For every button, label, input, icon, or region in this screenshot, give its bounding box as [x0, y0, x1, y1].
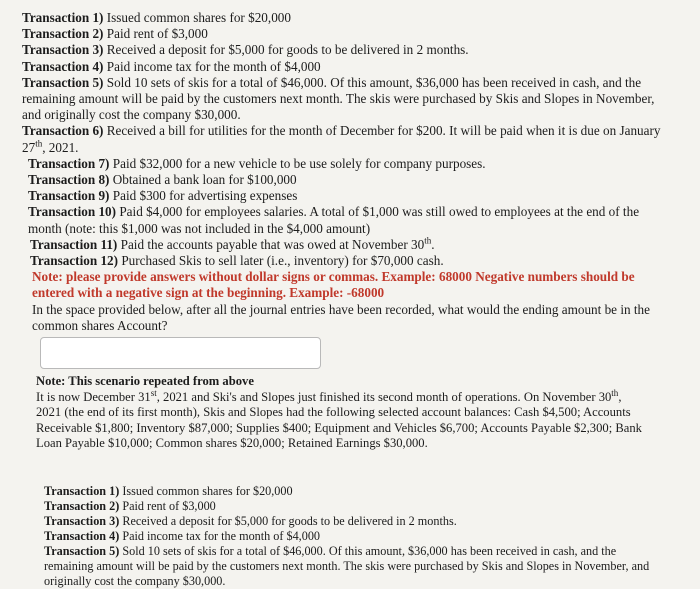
repeated-transaction-list [44, 484, 650, 589]
repeated-transaction-5: Transaction 5) Sold 10 sets of skis for a total of $46,000. Of this amount, $36,000 has been received in cash, and the remaining amount will be paid by the customers next month. The skis were purchased by Skis and Slopes in November, and originally cost the company $30,000. [44, 544, 650, 588]
transaction-6: Transaction 6) Received a bill for utilities for the month of December for $200. It will be paid when it is due on January 27th, 2021. [22, 123, 661, 155]
transaction-3: Transaction 3) Received a deposit for $5,000 for goods to be delivered in 2 months. [22, 42, 469, 58]
repeated-scenario [36, 374, 648, 452]
transaction-5: Transaction 5) Sold 10 sets of skis for a total of $46,000. Of this amount, $36,000 has been received in cash, and the remaining amount will be paid by the customers next month. The skis were purchased by Skis and Slopes in November, and originally cost the company $30,000. [22, 74, 655, 123]
repeated-transaction-1: Transaction 1) Issued common shares for $20,000 [44, 484, 293, 498]
transaction-list [22, 10, 662, 334]
transaction-4: Transaction 4) Paid income tax for the month of $4,000 [22, 58, 321, 74]
transaction-10: Transaction 10) Paid $4,000 for employees salaries. A total of $1,000 was still owed to employees at the end of the month (note: this $1,000 was not included in the $4,000 amount) [28, 204, 640, 236]
repeated-transaction-2: Transaction 2) Paid rent of $3,000 [44, 499, 216, 513]
transaction-1: Transaction 1) Issued common shares for $20,000 [22, 10, 291, 25]
transaction-8: Transaction 8) Obtained a bank loan for $100,000 [28, 172, 297, 188]
scenario-intro: It is now December 31st, 2021 and Ski's and Slopes just finished its second month of operations. On November 30th, 2021 (the end of its first month), Skis and Slopes had the following selected account balances: Cash $4,500; Accounts Receivable $1,800; Inventory $87,000; Supplies $400; Equipment and Vehicles $6,700; Accounts Payable $2,300; Bank Loan Payable $10,000; Common shares $20,000; Retained Earnings $30,000. [36, 387, 642, 451]
transaction-2: Transaction 2) Paid rent of $3,000 [22, 26, 208, 42]
transaction-11: Transaction 11) Paid the accounts payable that was owed at November 30th. [30, 235, 435, 252]
answer-format-note: Note: please provide answers without dollar signs or commas. Example: 68000 Negative numbers should be entered with a negative sign at the beginning. Example: -68000 [32, 269, 635, 301]
transaction-7: Transaction 7) Paid $32,000 for a new vehicle to be use solely for company purposes. [28, 155, 486, 171]
question-text: In the space provided below, after all the journal entries have been recorded, what would the ending amount be in the common shares Account? [32, 301, 651, 333]
transaction-12: Transaction 12) Purchased Skis to sell later (i.e., inventory) for $70,000 cash. [30, 253, 444, 269]
transaction-9: Transaction 9) Paid $300 for advertising expenses [28, 188, 298, 204]
common-shares-answer-input[interactable] [40, 337, 321, 369]
repeated-transaction-4: Transaction 4) Paid income tax for the month of $4,000 [44, 529, 321, 543]
repeated-transaction-3: Transaction 3) Received a deposit for $5,000 for goods to be delivered in 2 months. [44, 514, 457, 528]
scenario-heading: Note: This scenario repeated from above [36, 374, 254, 388]
